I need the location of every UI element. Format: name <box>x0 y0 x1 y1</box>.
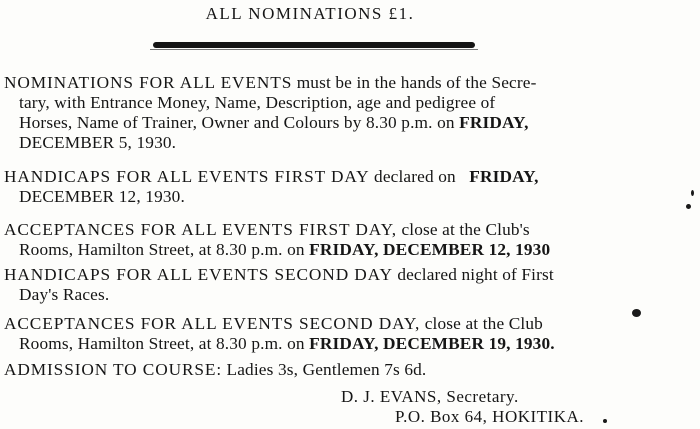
notice-handicaps-first-day <box>4 167 640 207</box>
notice-handicaps-second-day <box>4 265 640 305</box>
heading-rule <box>153 42 475 48</box>
notice-text: close at the Club's <box>396 220 530 239</box>
notice-heading <box>0 4 620 24</box>
notice-nominations <box>4 73 640 153</box>
notice-text: DECEMBER 5, 1930. <box>19 133 177 152</box>
notice-text: Ladies 3s, Gentlemen 7s 6d. <box>222 360 427 379</box>
notice-text: close at the Club <box>420 314 543 333</box>
notice-text: must be in the hands of the Secre- <box>292 73 537 92</box>
ink-speck <box>603 419 607 423</box>
secretary-name: D. J. EVANS, Secretary. <box>341 387 519 406</box>
secretary-address: P.O. Box 64, HOKITIKA. <box>395 407 585 426</box>
notice-text: Rooms, Hamilton Street, at 8.30 p.m. on <box>19 334 310 353</box>
notice-text: tary, with Entrance Money, Name, Description, age and pedigree of <box>19 93 496 112</box>
notice-lead: NOMINATIONS FOR ALL EVENTS <box>4 73 293 92</box>
notice-lead: ACCEPTANCES FOR ALL EVENTS FIRST DAY, <box>4 220 397 239</box>
notice-lead: HANDICAPS FOR ALL EVENTS SECOND DAY <box>4 265 393 284</box>
heading-rule-shadow <box>150 49 478 50</box>
notice-text: declared night of First <box>392 265 554 284</box>
notice-bold-text: FRIDAY, <box>469 167 539 186</box>
ink-speck <box>632 309 641 317</box>
notice-lead: HANDICAPS FOR ALL EVENTS FIRST DAY <box>4 167 370 186</box>
notice-bold-text: FRIDAY, DECEMBER 12, 1930 <box>309 240 551 259</box>
notice-bold-text: FRIDAY, DECEMBER 19, 1930. <box>309 334 555 353</box>
notice-admission <box>4 360 640 380</box>
notice-text: declared on <box>369 167 461 186</box>
notice-text: Rooms, Hamilton Street, at 8.30 p.m. on <box>19 240 310 259</box>
heading-text: ALL NOMINATIONS £1. <box>205 4 415 23</box>
notice-text: Day's Races. <box>19 285 110 304</box>
ink-speck <box>686 204 691 209</box>
notice-text: Horses, Name of Trainer, Owner and Colours by 8.30 p.m. on <box>19 113 460 132</box>
notice-acceptances-second-day <box>4 314 640 354</box>
ink-speck <box>691 190 694 196</box>
notice-lead: ACCEPTANCES FOR ALL EVENTS SECOND DAY, <box>4 314 421 333</box>
notice-lead: ADMISSION TO COURSE: <box>4 360 223 379</box>
notice-bold-text: FRIDAY, <box>459 113 529 132</box>
notice-acceptances-first-day <box>4 220 640 260</box>
notice-text: DECEMBER 12, 1930. <box>19 187 185 206</box>
